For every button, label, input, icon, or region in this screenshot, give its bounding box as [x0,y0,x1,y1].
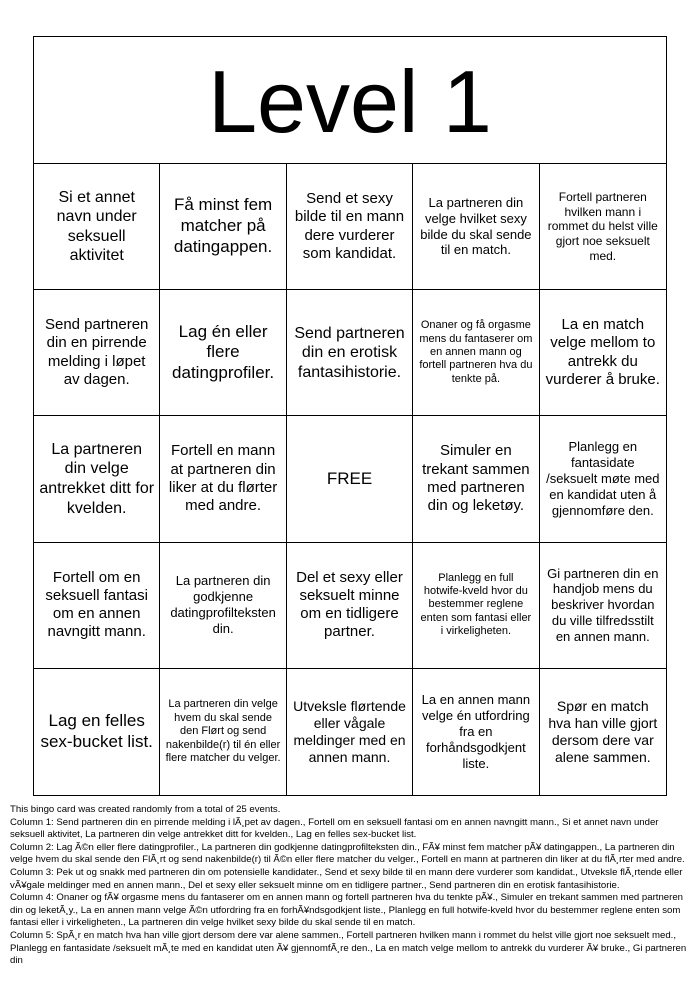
bingo-cell-r3-c3-free: FREE [287,416,413,542]
bingo-cell-r4-c3: Del et sexy eller seksuelt minne om en tidligere partner. [287,543,413,669]
bingo-card [33,36,667,796]
bingo-cell-r5-c2: La partneren din velge hvem du skal sende den Flørt og send nakenbilde(r) til én eller flere matcher du velger. [160,669,286,795]
bingo-cell-r3-c4: Simuler en trekant sammen med partneren din og leketøy. [413,416,539,542]
bingo-cell-r3-c1: La partneren din velge antrekket ditt for kvelden. [34,416,160,542]
bingo-cell-r4-c1: Fortell om en seksuell fantasi om en annen navngitt mann. [34,543,160,669]
footer-column-4: Column 4: Onaner og fÃ¥ orgasme mens du fantaserer om en annen mann og fortell partneren hva du tenkte pÃ¥., Simuler en trekant sammen med partneren din og leketÃ¸y., La en annen mann velge Ã©n utfordring fra en forhÃ¥ndsgodkjent liste., Planlegg en full hotwife-kveld hvor du bestemmer reglene enten som fantasi eller i virkeligheten., La partneren din velge hvilket sexy bilde du skal sende til en match. [10,892,684,929]
bingo-cell-r2-c5: La en match velge mellom to antrekk du vurderer å bruke. [540,290,666,416]
footer-column-3: Column 3: Pek ut og snakk med partneren din om potensielle kandidater., Send et sexy bilde til en mann dere vurderer som kandidat., Utveksle flÃ¸rtende eller vÃ¥gale meldinger med en annen mann., Del et sexy eller seksuelt minne om en tidligere partner., Send partneren din en erotisk fantasihistorie. [10,866,683,891]
bingo-cell-r5-c3: Utveksle flørtende eller vågale meldinger med en annen mann. [287,669,413,795]
bingo-cell-r3-c5: Planlegg en fantasidate /seksuelt møte med en kandidat uten å gjennomføre den. [540,416,666,542]
footer-column-5: Column 5: SpÃ¸r en match hva han ville gjort dersom dere var alene sammen., Fortell partneren hvilken mann i rommet du helst ville gjort noe seksuelt med., Planlegg en fantasidate /seksuelt mÃ¸te med en kandidat uten Ã¥ gjennomfÃ¸re den., La en match velge mellom to antrekk du vurderer Ã¥ bruke., Gi partneren din [10,929,687,967]
card-footer-notes [10,804,690,968]
bingo-cell-r2-c2: Lag én eller flere datingprofiler. [160,290,286,416]
bingo-cell-r3-c2: Fortell en mann at partneren din liker at du flørter med andre. [160,416,286,542]
bingo-cell-r1-c3: Send et sexy bilde til en mann dere vurderer som kandidat. [287,164,413,290]
footer-column-1: Column 1: Send partneren din en pirrende melding i lÃ¸pet av dagen., Fortell om en seksuell fantasi om en annen navngitt mann., Si et annet navn under seksuell aktivitet, La partneren din velge antrekket ditt for kvelden., Lag en felles sex-bucket list. [10,816,659,841]
bingo-cell-r4-c2: La partneren din godkjenne datingprofilteksten din. [160,543,286,669]
bingo-cell-r4-c4: Planlegg en full hotwife-kveld hvor du bestemmer reglene enten som fantasi eller i virkeligheten. [413,543,539,669]
bingo-grid [34,164,666,795]
bingo-cell-r2-c4: Onaner og få orgasme mens du fantaserer om en annen mann og fortell partneren hva du tenkte på. [413,290,539,416]
bingo-cell-r5-c5: Spør en match hva han ville gjort dersom dere var alene sammen. [548,697,658,765]
card-title: Level 1 [34,37,666,164]
bingo-cell-r5-c1: Lag en felles sex-bucket list. [34,669,160,795]
bingo-cell-r5-c4: La en annen mann velge én utfordring fra en forhåndsgodkjent liste. [413,669,539,795]
bingo-cell-r2-c3: Send partneren din en erotisk fantasihistorie. [287,290,413,416]
bingo-cell-r2-c1: Send partneren din en pirrende melding i løpet av dagen. [34,290,160,416]
bingo-cell-r4-c5: Gi partneren din en handjob mens du beskriver hvordan du ville tilfredsstilt en annen mann. [540,543,666,669]
bingo-cell-r1-c1: Si et annet navn under seksuell aktivitet [34,164,160,290]
footer-intro: This bingo card was created randomly from a total of 25 events. [10,804,281,815]
footer-column-2: Column 2: Lag Ã©n eller flere datingprofiler., La partneren din godkjenne datingprofilteksten din., FÃ¥ minst fem matcher pÃ¥ datingappen., La partneren din velge hvem du skal sende den FlÃ¸rt og send nakenbilde(r) til Ã©n eller flere matcher du velger., Fortell en mann at partneren din liker at du flÃ¸rter med andre. [10,841,685,866]
bingo-cell-r1-c4: La partneren din velge hvilket sexy bilde du skal sende til en match. [413,164,539,290]
bingo-cell-r1-c5: Fortell partneren hvilken mann i rommet du helst ville gjort noe seksuelt med. [540,164,666,290]
bingo-cell-r1-c2: Få minst fem matcher på datingappen. [160,164,286,290]
